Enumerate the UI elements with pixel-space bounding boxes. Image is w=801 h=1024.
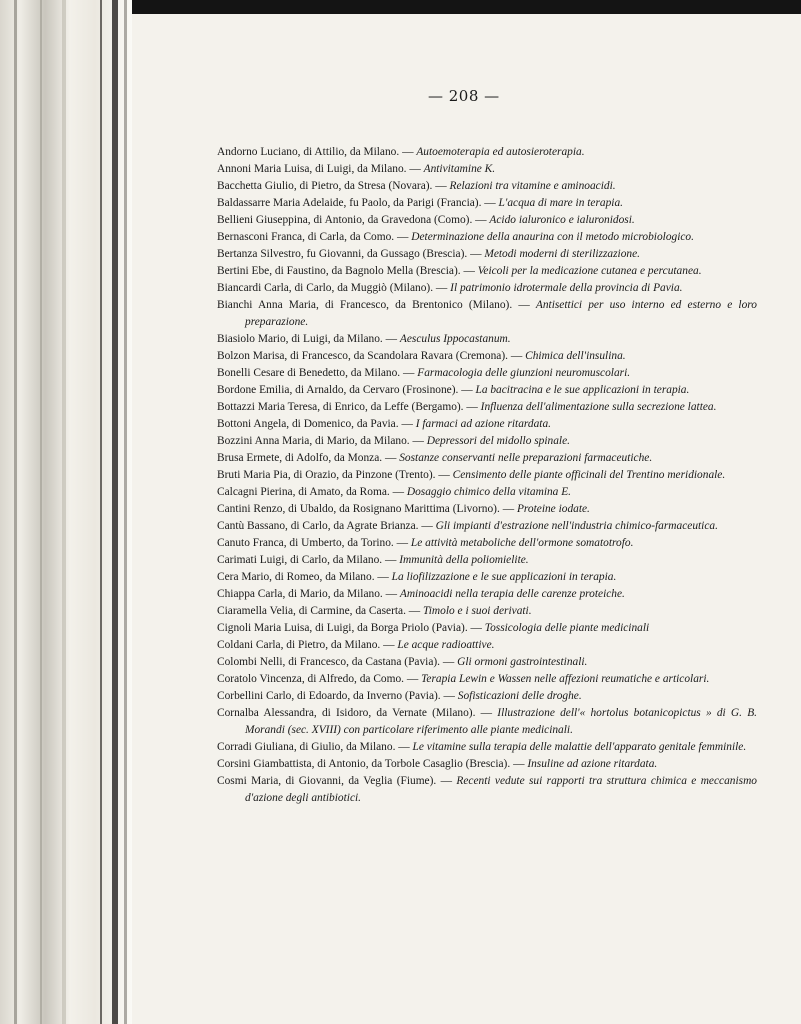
thesis-title: Tossicologia delle piante medicinali [484,622,650,634]
thesis-title: Gli impianti d'estrazione nell'industria chimico-farmaceutica. [435,520,718,532]
student-name: Bolzon Marisa, di Francesco, da Scandolara Ravara (Cremona). [217,350,508,362]
thesis-title: Sostanze conservanti nelle preparazioni farmaceutiche. [399,452,653,464]
student-name: Bottoni Angela, di Domenico, da Pavia. [217,418,399,430]
list-item [217,739,757,756]
separator-dash: — [392,486,404,498]
separator-dash: — [435,180,447,192]
thesis-title: La bacitracina e le sue applicazioni in terapia. [475,384,690,396]
student-name: Cosmi Maria, di Giovanni, da Veglia (Fiume). [217,775,437,787]
list-item [217,586,757,603]
student-name: Baldassarre Maria Adelaide, fu Paolo, da Parigi (Francia). [217,197,482,209]
thesis-title: Dosaggio chimico della vitamina E. [406,486,572,498]
thesis-title: Le attività metaboliche dell'ormone somatotrofo. [410,537,634,549]
thesis-title: La liofilizzazione e le sue applicazioni in terapia. [391,571,617,583]
separator-dash: — [421,520,433,532]
student-name: Bruti Maria Pia, di Orazio, da Pinzone (Trento). [217,469,436,481]
list-item [217,297,757,331]
thesis-title: Le acque radioattive. [397,639,495,651]
list-item [217,246,757,263]
list-item [217,501,757,518]
thesis-title: Veicoli per la medicazione cutanea e percutanea. [477,265,702,277]
thesis-title: Gli ormoni gastrointestinali. [457,656,588,668]
separator-dash: — [442,656,455,668]
thesis-title: Acido ialuronico e ialuronidosi. [489,214,635,226]
list-item [217,161,757,178]
student-name: Cornalba Alessandra, di Isidoro, da Vernate (Milano). [217,707,476,719]
separator-dash: — [383,639,395,651]
list-item [217,331,757,348]
separator-dash: — [484,197,496,209]
separator-dash: — [377,571,389,583]
student-name: Bozzini Anna Maria, di Mario, da Milano. [217,435,410,447]
separator-dash: — [412,435,424,447]
list-item [217,484,757,501]
student-name: Calcagni Pierina, di Amato, da Roma. [217,486,390,498]
thesis-title: Depressori del midollo spinale. [426,435,570,447]
thesis-title: Censimento delle piante officinali del Trentino meridionale. [452,469,726,481]
list-item [217,518,757,535]
separator-dash: — [408,605,421,617]
student-name: Corbellini Carlo, di Edoardo, da Inverno (Pavia). [217,690,441,702]
thesis-title: Determinazione della anaurina con il metodo microbiologico. [411,231,694,243]
list-item [217,399,757,416]
list-item [217,280,757,297]
thesis-title: Terapia Lewin e Wassen nelle affezioni reumatiche e articolari. [421,673,710,685]
separator-dash: — [397,231,409,243]
student-name: Bacchetta Giulio, di Pietro, da Stresa (Novara). [217,180,433,192]
list-item [217,637,757,654]
list-item [217,705,757,739]
separator-dash: — [443,690,455,702]
separator-dash: — [480,707,493,719]
thesis-title: L'acqua di mare in terapia. [498,197,624,209]
separator-dash: — [510,350,523,362]
list-item [217,671,757,688]
student-name: Bordone Emilia, di Arnaldo, da Cervaro (Frosinone). [217,384,459,396]
student-name: Bellieni Giuseppina, di Antonio, da Gravedona (Como). [217,214,473,226]
thesis-title: Aesculus Ippocastanum. [399,333,511,345]
list-item [217,654,757,671]
thesis-title: I farmaci ad azione ritardata. [415,418,552,430]
student-name: Cera Mario, di Romeo, da Milano. [217,571,375,583]
list-item [217,212,757,229]
separator-dash: — [518,299,530,311]
thesis-title: Influenza dell'alimentazione sulla secrezione lattea. [480,401,717,413]
thesis-title: Recenti vedute sui rapporti tra struttura chimica e meccanismo d'azione degli antibiotici. [245,775,758,804]
thesis-list [217,144,757,807]
thesis-title: Chimica dell'insulina. [525,350,626,362]
separator-dash: — [470,622,482,634]
thesis-title: Autoemoterapia ed autosieroterapia. [416,146,585,158]
student-name: Cantini Renzo, di Ubaldo, da Rosignano Marittima (Livorno). [217,503,500,515]
student-name: Annoni Maria Luisa, di Luigi, da Milano. [217,163,407,175]
separator-dash: — [440,775,453,787]
separator-dash: — [403,367,415,379]
list-item [217,688,757,705]
separator-dash: — [461,384,473,396]
list-item [217,569,757,586]
thesis-title: Aminoacidi nella terapia delle carenze proteiche. [399,588,625,600]
student-name: Bertanza Silvestro, fu Giovanni, da Gussago (Brescia). [217,248,468,260]
list-item [217,365,757,382]
student-name: Brusa Ermete, di Adolfo, da Monza. [217,452,383,464]
thesis-title: Antisettici per uso interno ed esterno e loro preparazione. [245,299,757,328]
separator-dash: — [438,469,450,481]
thesis-title: Relazioni tra vitamine e aminoacidi. [449,180,616,192]
separator-dash: — [475,214,487,226]
student-name: Corradi Giuliana, di Giulio, da Milano. [217,741,396,753]
thesis-title: Illustrazione dell'« hortolus botanicopictus » di G. B. Morandi (sec. XVIII) con particolare riferimento alle piante medicinali. [245,707,757,736]
separator-dash: — [385,554,397,566]
student-name: Carimati Luigi, di Carlo, da Milano. [217,554,383,566]
list-item [217,552,757,569]
student-name: Coldani Carla, di Pietro, da Milano. [217,639,381,651]
separator-dash: — [385,588,398,600]
thesis-title: Immunità della poliomielite. [399,554,529,566]
separator-dash: — [384,452,397,464]
student-name: Canuto Franca, di Umberto, da Torino. [217,537,394,549]
separator-dash: — [402,146,414,158]
student-name: Colombi Nelli, di Francesco, da Castana (Pavia). [217,656,441,668]
list-item [217,144,757,161]
student-name: Biancardi Carla, di Carlo, da Muggiò (Milano). [217,282,434,294]
separator-dash: — [513,758,525,770]
student-name: Bonelli Cesare di Benedetto, da Milano. [217,367,401,379]
student-name: Biasiolo Mario, di Luigi, da Milano. [217,333,383,345]
list-item [217,773,757,807]
list-item [217,195,757,212]
thesis-title: Metodi moderni di sterilizzazione. [484,248,640,260]
list-item [217,756,757,773]
list-item [217,382,757,399]
list-item [217,348,757,365]
book-binding-shadow [0,0,132,1024]
thesis-title: Il patrimonio idrotermale della provincia di Pavia. [450,282,683,294]
separator-dash: — [398,741,410,753]
page-number: — 208 — [428,87,500,105]
student-name: Andorno Luciano, di Attilio, da Milano. [217,146,400,158]
separator-dash: — [385,333,398,345]
separator-dash: — [396,537,409,549]
thesis-title: Proteine iodate. [516,503,590,515]
list-item [217,433,757,450]
student-name: Bernasconi Franca, di Carla, da Como. [217,231,395,243]
student-name: Coratolo Vincenza, di Alfredo, da Como. [217,673,405,685]
separator-dash: — [502,503,515,515]
list-item [217,450,757,467]
thesis-title: Sofisticazioni delle droghe. [457,690,582,702]
separator-dash: — [463,265,475,277]
student-name: Corsini Giambattista, di Antonio, da Torbole Casaglio (Brescia). [217,758,511,770]
separator-dash: — [470,248,482,260]
student-name: Bianchi Anna Maria, di Francesco, da Brentonico (Milano). [217,299,513,311]
student-name: Ciaramella Velia, di Carmine, da Caserta. [217,605,406,617]
thesis-title: Insuline ad azione ritardata. [527,758,658,770]
student-name: Cantù Bassano, di Carlo, da Agrate Brianza. [217,520,419,532]
list-item [217,467,757,484]
list-item [217,535,757,552]
list-item [217,603,757,620]
thesis-title: Antivitamine K. [423,163,496,175]
list-item [217,620,757,637]
thesis-title: Timolo e i suoi derivati. [423,605,532,617]
separator-dash: — [435,282,448,294]
separator-dash: — [406,673,419,685]
student-name: Bertini Ebe, di Faustino, da Bagnolo Mella (Brescia). [217,265,461,277]
list-item [217,178,757,195]
student-name: Bottazzi Maria Teresa, di Enrico, da Leffe (Bergamo). [217,401,464,413]
thesis-title: Le vitamine sulla terapia delle malattie dell'apparato genitale femminile. [412,741,747,753]
student-name: Chiappa Carla, di Mario, da Milano. [217,588,383,600]
separator-dash: — [466,401,478,413]
separator-dash: — [401,418,413,430]
list-item [217,416,757,433]
student-name: Cignoli Maria Luisa, di Luigi, da Borga Priolo (Pavia). [217,622,468,634]
list-item [217,229,757,246]
list-item [217,263,757,280]
thesis-title: Farmacologia delle giunzioni neuromuscolari. [417,367,631,379]
separator-dash: — [409,163,421,175]
